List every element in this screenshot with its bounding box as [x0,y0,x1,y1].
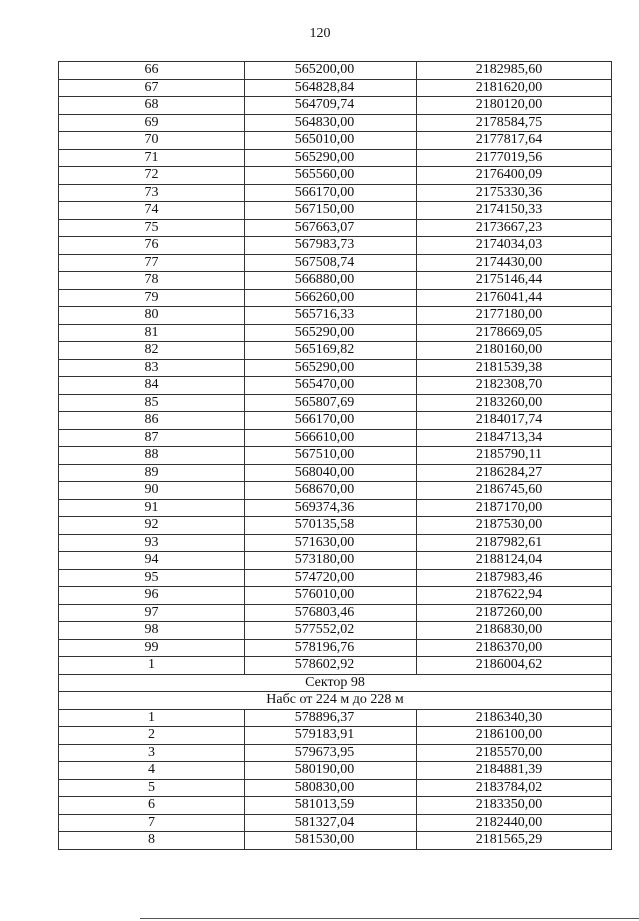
y-coordinate-cell: 2186004,62 [417,657,612,675]
table-row [59,534,612,552]
table-row [59,132,612,150]
x-coordinate-cell: 565169,82 [245,342,417,360]
x-coordinate-cell: 565560,00 [245,167,417,185]
x-coordinate-cell: 579673,95 [245,744,417,762]
y-coordinate-cell: 2177019,56 [417,149,612,167]
table-row [59,727,612,745]
point-number-cell: 88 [59,447,245,465]
x-coordinate-cell: 565290,00 [245,359,417,377]
point-number-cell: 90 [59,482,245,500]
table-row [59,289,612,307]
x-coordinate-cell: 567510,00 [245,447,417,465]
y-coordinate-cell: 2175146,44 [417,272,612,290]
section-title-row [59,674,612,692]
y-coordinate-cell: 2186340,30 [417,709,612,727]
x-coordinate-cell: 573180,00 [245,552,417,570]
y-coordinate-cell: 2180160,00 [417,342,612,360]
table-row [59,482,612,500]
point-number-cell: 94 [59,552,245,570]
point-number-cell: 78 [59,272,245,290]
table-row [59,779,612,797]
table-row [59,464,612,482]
y-coordinate-cell: 2174034,03 [417,237,612,255]
table-row [59,499,612,517]
point-number-cell: 81 [59,324,245,342]
point-number-cell: 98 [59,622,245,640]
y-coordinate-cell: 2183260,00 [417,394,612,412]
x-coordinate-cell: 564709,74 [245,97,417,115]
x-coordinate-cell: 577552,02 [245,622,417,640]
point-number-cell: 74 [59,202,245,220]
x-coordinate-cell: 569374,36 [245,499,417,517]
point-number-cell: 6 [59,797,245,815]
table-row [59,254,612,272]
y-coordinate-cell: 2183350,00 [417,797,612,815]
y-coordinate-cell: 2188124,04 [417,552,612,570]
x-coordinate-cell: 578896,37 [245,709,417,727]
table-row [59,149,612,167]
table-row [59,709,612,727]
y-coordinate-cell: 2176400,09 [417,167,612,185]
table-row [59,342,612,360]
point-number-cell: 72 [59,167,245,185]
point-number-cell: 83 [59,359,245,377]
y-coordinate-cell: 2187983,46 [417,569,612,587]
x-coordinate-cell: 565010,00 [245,132,417,150]
x-coordinate-cell: 579183,91 [245,727,417,745]
x-coordinate-cell: 566170,00 [245,412,417,430]
coordinates-table-body [59,62,612,850]
point-number-cell: 1 [59,657,245,675]
x-coordinate-cell: 570135,58 [245,517,417,535]
y-coordinate-cell: 2187982,61 [417,534,612,552]
point-number-cell: 1 [59,709,245,727]
y-coordinate-cell: 2184017,74 [417,412,612,430]
y-coordinate-cell: 2181565,29 [417,832,612,850]
point-number-cell: 91 [59,499,245,517]
x-coordinate-cell: 567983,73 [245,237,417,255]
point-number-cell: 95 [59,569,245,587]
scan-bottom-line [140,918,640,919]
x-coordinate-cell: 567663,07 [245,219,417,237]
table-row [59,569,612,587]
y-coordinate-cell: 2174430,00 [417,254,612,272]
table-row [59,114,612,132]
point-number-cell: 96 [59,587,245,605]
y-coordinate-cell: 2176041,44 [417,289,612,307]
table-row [59,202,612,220]
y-coordinate-cell: 2182308,70 [417,377,612,395]
point-number-cell: 84 [59,377,245,395]
x-coordinate-cell: 565290,00 [245,149,417,167]
y-coordinate-cell: 2177817,64 [417,132,612,150]
point-number-cell: 2 [59,727,245,745]
table-row [59,412,612,430]
table-row [59,797,612,815]
x-coordinate-cell: 581013,59 [245,797,417,815]
x-coordinate-cell: 578602,92 [245,657,417,675]
y-coordinate-cell: 2186745,60 [417,482,612,500]
point-number-cell: 67 [59,79,245,97]
x-coordinate-cell: 564828,84 [245,79,417,97]
table-row [59,394,612,412]
y-coordinate-cell: 2177180,00 [417,307,612,325]
x-coordinate-cell: 580830,00 [245,779,417,797]
point-number-cell: 79 [59,289,245,307]
section-title: Сектор 98 [59,674,612,692]
page-number: 120 [309,26,331,41]
table-row [59,237,612,255]
point-number-cell: 86 [59,412,245,430]
section-subtitle-row [59,692,612,710]
point-number-cell: 70 [59,132,245,150]
x-coordinate-cell: 565200,00 [245,62,417,80]
y-coordinate-cell: 2186830,00 [417,622,612,640]
y-coordinate-cell: 2178669,05 [417,324,612,342]
table-row [59,657,612,675]
point-number-cell: 7 [59,814,245,832]
x-coordinate-cell: 571630,00 [245,534,417,552]
point-number-cell: 5 [59,779,245,797]
point-number-cell: 85 [59,394,245,412]
y-coordinate-cell: 2180120,00 [417,97,612,115]
point-number-cell: 71 [59,149,245,167]
x-coordinate-cell: 580190,00 [245,762,417,780]
table-row [59,639,612,657]
table-row [59,79,612,97]
y-coordinate-cell: 2187530,00 [417,517,612,535]
point-number-cell: 73 [59,184,245,202]
table-row [59,62,612,80]
y-coordinate-cell: 2186370,00 [417,639,612,657]
x-coordinate-cell: 581530,00 [245,832,417,850]
y-coordinate-cell: 2182985,60 [417,62,612,80]
point-number-cell: 87 [59,429,245,447]
table-row [59,832,612,850]
x-coordinate-cell: 568670,00 [245,482,417,500]
y-coordinate-cell: 2186284,27 [417,464,612,482]
table-row [59,307,612,325]
point-number-cell: 89 [59,464,245,482]
table-row [59,517,612,535]
x-coordinate-cell: 565290,00 [245,324,417,342]
y-coordinate-cell: 2187260,00 [417,604,612,622]
table-row [59,219,612,237]
x-coordinate-cell: 568040,00 [245,464,417,482]
y-coordinate-cell: 2182440,00 [417,814,612,832]
x-coordinate-cell: 576803,46 [245,604,417,622]
point-number-cell: 4 [59,762,245,780]
y-coordinate-cell: 2185570,00 [417,744,612,762]
table-row [59,324,612,342]
table-row [59,377,612,395]
x-coordinate-cell: 566610,00 [245,429,417,447]
point-number-cell: 82 [59,342,245,360]
y-coordinate-cell: 2178584,75 [417,114,612,132]
y-coordinate-cell: 2175330,36 [417,184,612,202]
y-coordinate-cell: 2174150,33 [417,202,612,220]
x-coordinate-cell: 576010,00 [245,587,417,605]
point-number-cell: 80 [59,307,245,325]
y-coordinate-cell: 2184881,39 [417,762,612,780]
table-row [59,587,612,605]
point-number-cell: 97 [59,604,245,622]
point-number-cell: 3 [59,744,245,762]
y-coordinate-cell: 2184713,34 [417,429,612,447]
table-row [59,429,612,447]
table-row [59,744,612,762]
y-coordinate-cell: 2183784,02 [417,779,612,797]
x-coordinate-cell: 564830,00 [245,114,417,132]
point-number-cell: 75 [59,219,245,237]
y-coordinate-cell: 2186100,00 [417,727,612,745]
table-row [59,184,612,202]
x-coordinate-cell: 567150,00 [245,202,417,220]
table-row [59,359,612,377]
x-coordinate-cell: 565470,00 [245,377,417,395]
y-coordinate-cell: 2185790,11 [417,447,612,465]
x-coordinate-cell: 567508,74 [245,254,417,272]
y-coordinate-cell: 2181539,38 [417,359,612,377]
table-row [59,604,612,622]
section-subtitle: Набс от 224 м до 228 м [59,692,612,710]
table-row [59,447,612,465]
point-number-cell: 99 [59,639,245,657]
table-row [59,814,612,832]
y-coordinate-cell: 2187622,94 [417,587,612,605]
x-coordinate-cell: 566880,00 [245,272,417,290]
y-coordinate-cell: 2173667,23 [417,219,612,237]
table-row [59,622,612,640]
x-coordinate-cell: 565716,33 [245,307,417,325]
x-coordinate-cell: 574720,00 [245,569,417,587]
table-row [59,552,612,570]
point-number-cell: 8 [59,832,245,850]
x-coordinate-cell: 565807,69 [245,394,417,412]
x-coordinate-cell: 581327,04 [245,814,417,832]
point-number-cell: 77 [59,254,245,272]
table-row [59,762,612,780]
point-number-cell: 66 [59,62,245,80]
table-row [59,97,612,115]
x-coordinate-cell: 566170,00 [245,184,417,202]
y-coordinate-cell: 2187170,00 [417,499,612,517]
point-number-cell: 93 [59,534,245,552]
x-coordinate-cell: 566260,00 [245,289,417,307]
table-row [59,272,612,290]
point-number-cell: 92 [59,517,245,535]
y-coordinate-cell: 2181620,00 [417,79,612,97]
point-number-cell: 68 [59,97,245,115]
point-number-cell: 76 [59,237,245,255]
coordinates-table [58,61,612,850]
point-number-cell: 69 [59,114,245,132]
x-coordinate-cell: 578196,76 [245,639,417,657]
table-row [59,167,612,185]
